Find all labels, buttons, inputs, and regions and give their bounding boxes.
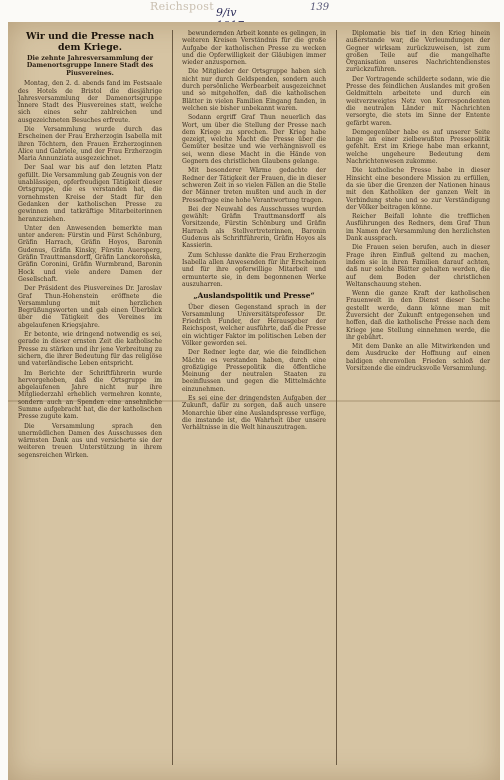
article-paragraph: Demgegenüber habe es auf unserer Seite lange an einer zielbewußten Pressepolitik gefehlt. Erst im Kriege habe man erkannt, welche ungeheure Bedeutung dem Nachrichtenwesen zukomme. [346,128,490,166]
article-paragraph: Diplomatie bis tief in den Krieg hinein außerstande war, die Verleumdungen der Gegner wirksam zurückzuweisen, ist zum großen Teile auf die mangelhafte Organisation unseres Nachrichtendienstes zurückzuführen. [346,30,490,74]
masthead: Reichspost [150,0,214,13]
article-paragraph: Unter den Anwesenden bemerkte man unter anderen: Fürstin und Fürst Schönburg, Gräfin Harrach, Gräfin Hoyos, Baronin Gudenus, Gräfin Kinsky, Fürstin Auersperg, Gräfin Trauttmansdorff, Gräfin Lanckorońska, Gräfin Coronini, Gräfin Wurmbrand, Baronin Hock und viele andere Damen der Gesellschaft. [18,224,162,283]
column-divider [336,30,337,765]
article-paragraph: Mit besonderer Wärme gedachte der Redner der Tätigkeit der Frauen, die in dieser schweren Zeit in so vielen Fällen an die Stelle der Männer treten mußten und auch in der Pressefrage eine hohe Verantwortung tragen. [182,167,326,204]
article-paragraph: Mit dem Danke an alle Mitwirkenden und dem Ausdrucke der Hoffnung auf einen baldigen ehrenvollen Frieden schloß der Vorsitzende die eindrucksvolle Versammlung. [346,343,490,373]
article-paragraph: bewundernden Arbeit konnte es gelingen, in weiteren Kreisen Verständnis für die große Aufgabe der katholischen Presse zu wecken und die Opferwilligkeit der Gläubigen immer wieder anzuspornen. [182,30,326,67]
article-column-1 [14,30,166,770]
article-paragraph: Die Versammlung sprach den unermüdlichen Damen des Ausschusses den wärmsten Dank aus und versicherte sie der weiteren treuen Unterstützung in ihrem segensreichen Wirken. [18,422,162,459]
article-paragraph: Über diesen Gegenstand sprach in der Versammlung Universitätsprofessor Dr. Friedrich Funder, der Herausgeber der Reichspost, welcher ausführte, daß die Presse ein wichtiger Faktor im politischen Leben der Völker geworden sei. [182,303,326,347]
article-paragraph: Der Saal war bis auf den letzten Platz gefüllt. Die Versammlung gab Zeugnis von der unablässigen, opferfreudigen Tätigkeit dieser Ortsgruppe, die es verstanden hat, die vornehmsten Kreise der Stadt für den Gedanken der katholischen Presse zu gewinnen und tatkräftige Mitarbeiterinnen heranzuziehen. [18,164,162,223]
handwritten-date: 9/iv [216,6,237,19]
article-paragraph: Die Mitglieder der Ortsgruppe haben sich nicht nur durch Geldspenden, sondern auch durch persönliche Werbearbeit ausgezeichnet und so mitgeholfen, daß die katholischen Blätter in vielen Familien Eingang fanden, in welchen sie bisher unbekannt waren. [182,68,326,112]
article-paragraph: Zum Schlusse dankte die Frau Erzherzogin Isabella allen Anwesenden für ihr Erscheinen und für ihre opferwillige Mitarbeit und ermunterte sie, in dem begonnenen Werke auszuharren. [182,251,326,288]
section-title: „Auslandspolitik und Presse“ [193,291,315,301]
article-paragraph: Der Vortragende schilderte sodann, wie die Presse des feindlichen Auslandes mit großen Geldmitteln arbeitete und durch ein weitverzweigtes Netz von Korrespondenten die neutralen Länder mit Nachrichten versorgte, die stets im Sinne der Entente gefärbt waren. [346,75,490,127]
article-paragraph: Montag, den 2. d. abends fand im Festsaale des Hotels de Bristol die diesjährige Jahresversammlung der Damenortsgruppe Innere Stadt des Piusvereines statt, welche sich eines sehr zahlreichen und ausgezeichneten Besuches erfreute. [18,80,162,124]
article-paragraph: Die katholische Presse habe in dieser Hinsicht eine besondere Mission zu erfüllen, da sie über die Grenzen der Nationen hinaus mit den Katholiken der ganzen Welt in Verbindung stehe und so zur Verständigung der Völker beitragen könne. [346,167,490,211]
article-paragraph: Die Versammlung wurde durch das Erscheinen der Frau Erzherzogin Isabella mit ihren Töchtern, den Frauen Erzherzoginnen Alice und Gabriele, und der Frau Erzherzogin Maria Annunziata ausgezeichnet. [18,126,162,163]
article-paragraph: Wenn die ganze Kraft der katholischen Frauenwelt in den Dienst dieser Sache gestellt werde, dann könne man mit Zuversicht der Zukunft entgegensehen und hoffen, daß die katholische Presse nach dem Kriege jene Stellung einnehmen werde, die ihr gebührt. [346,290,490,341]
article-paragraph: Bei der Neuwahl des Ausschusses wurden gewählt: Gräfin Trauttmansdorff als Vorsitzende, Fürstin Schönburg und Gräfin Harrach als Stellvertreterinnen, Baronin Gudenus als Schriftführerin, Gräfin Hoyos als Kassierin. [182,205,326,250]
article-column-3 [342,30,494,770]
article-paragraph: Er betonte, wie dringend notwendig es sei, gerade in dieser ernsten Zeit die katholische Presse zu stärken und ihr jene Verbreitung zu sichern, die ihrer Bedeutung für das religiöse und vaterländische Leben entspricht. [18,331,162,368]
article-paragraph: Die Frauen seien berufen, auch in dieser Frage ihren Einfluß geltend zu machen, indem sie in ihren Familien darauf achten, daß nur solche Blätter gehalten werden, die auf dem Boden der christlichen Weltanschauung stehen. [346,244,490,288]
article-paragraph: Es sei eine der dringendsten Aufgaben der Zukunft, dafür zu sorgen, daß auch unsere Monarchie über eine Auslandspresse verfüge, die imstande ist, die Wahrheit über unsere Verhältnisse in die Welt hinauszutragen. [182,395,326,432]
column-divider [172,30,173,765]
article-paragraph: Reicher Beifall lohnte die trefflichen Ausführungen des Redners, dem Graf Thun im Namen der Versammlung den herzlichsten Dank aussprach. [346,213,490,243]
handwritten-number: 139 [310,2,330,13]
article-headline: Wir und die Presse nach dem Kriege. [25,31,155,53]
article-paragraph: Im Berichte der Schriftführerin wurde hervorgehoben, daß die Ortsgruppe im abgelaufenen Jahre nicht nur ihre Mitgliederzahl erheblich vermehren konnte, sondern auch an Spenden eine ansehnliche Summe aufgebracht hat, die der katholischen Presse zugute kam. [18,369,162,421]
article-column-2 [178,30,330,770]
article-paragraph: Sodann ergriff Graf Thun neuerlich das Wort, um über die Stellung der Presse nach dem Kriege zu sprechen. Der Krieg habe gezeigt, welche Macht die Presse über die Gemüter besitze und wie verhängnisvoll es sei, wenn diese Macht in die Hände von Gegnern des christlichen Glaubens gelange. [182,114,326,166]
article-subhead: Die zehnte Jahresversammlung der Damenortsgruppe Innere Stadt des Piusvereines. [26,54,154,77]
article-paragraph: Der Präsident des Piusvereines Dr. Jaroslav Graf Thun-Hohenstein eröffnete die Versammlung mit herzlichen Begrüßungsworten und gab einen Überblick über die Tätigkeit des Vereines im abgelaufenen Kriegsjahre. [18,285,162,329]
article-paragraph: Der Redner legte dar, wie die feindlichen Mächte es verstanden haben, durch eine großzügige Pressepolitik die öffentliche Meinung der neutralen Staaten zu beeinflussen und gegen die Mittelmächte einzunehmen. [182,349,326,393]
